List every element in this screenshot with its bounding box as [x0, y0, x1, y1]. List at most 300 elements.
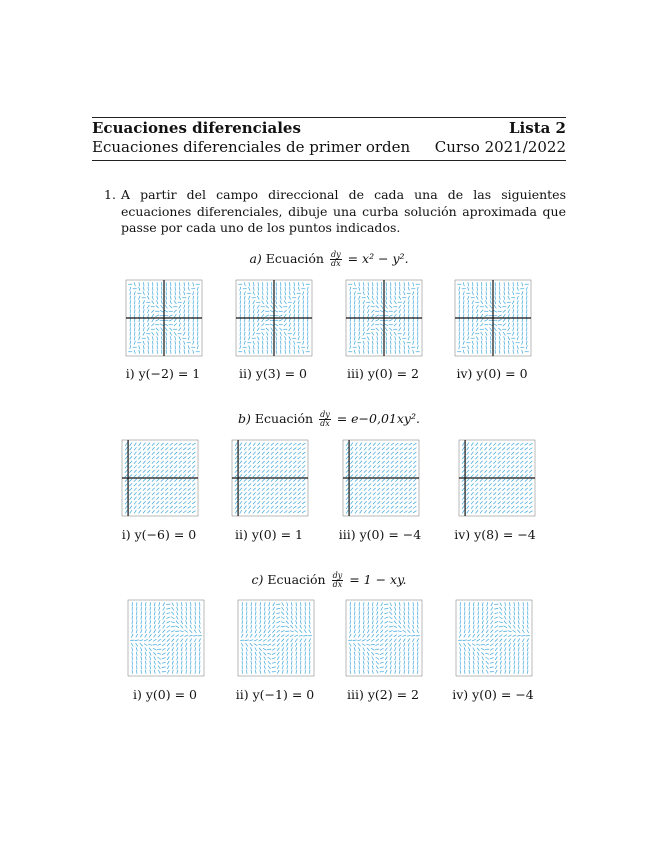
slope-segment — [478, 625, 479, 629]
slope-segment — [129, 474, 132, 477]
slope-segment — [264, 670, 265, 674]
slope-segment — [188, 345, 189, 349]
slope-segment — [143, 474, 146, 477]
slope-segment — [153, 648, 156, 650]
slope-segment — [242, 620, 243, 624]
slope-segment — [372, 607, 373, 611]
slope-segment — [386, 506, 389, 509]
slope-segment — [280, 465, 283, 468]
slope-segment — [476, 296, 478, 300]
slope-segment — [368, 287, 369, 291]
slope-segment — [165, 506, 168, 509]
direction-field-plot — [234, 598, 316, 680]
slope-segment — [235, 456, 238, 459]
slope-segment — [350, 647, 351, 651]
slope-segment — [244, 492, 247, 495]
slope-segment — [363, 327, 364, 331]
slope-segment — [156, 483, 159, 486]
slope-segment — [248, 461, 251, 464]
slope-segment — [412, 639, 414, 643]
slope-segment — [523, 643, 524, 647]
slope-segment — [486, 634, 489, 637]
slope-segment — [255, 629, 256, 633]
slope-segment — [525, 448, 528, 450]
slope-segment — [507, 497, 510, 500]
slope-segment — [235, 510, 237, 513]
slope-segment — [169, 305, 172, 308]
slope-segment — [289, 318, 290, 322]
slope-segment — [273, 621, 275, 624]
slope-segment — [151, 323, 154, 326]
slope-segment — [525, 488, 528, 491]
slope-segment — [489, 501, 492, 504]
slope-segment — [390, 665, 391, 669]
slope-segment — [148, 644, 152, 645]
document-title: Ecuaciones diferenciales — [92, 119, 301, 137]
slope-segment — [183, 443, 186, 445]
slope-segment — [395, 452, 398, 455]
slope-segment — [289, 461, 292, 464]
slope-segment — [498, 456, 501, 459]
slope-segment — [181, 647, 182, 651]
slope-segment — [527, 643, 528, 647]
slope-segment — [516, 479, 519, 482]
slope-segment — [253, 497, 256, 500]
slope-segment — [354, 300, 355, 304]
slope-segment — [147, 479, 150, 482]
slope-segment — [480, 461, 483, 464]
slope-segment — [475, 456, 478, 459]
slope-segment — [262, 336, 263, 340]
slope-segment — [364, 452, 367, 455]
section-c-label: c) — [251, 572, 264, 587]
slope-segment — [262, 296, 263, 300]
course-year: Curso 2021/2022 — [434, 138, 566, 156]
slope-segment — [141, 661, 142, 665]
slope-segment — [289, 309, 290, 313]
slope-segment — [477, 291, 478, 295]
slope-segment — [125, 501, 127, 504]
slope-segment — [404, 291, 405, 295]
slope-segment — [280, 483, 283, 486]
slope-segment — [368, 479, 371, 482]
slope-segment — [355, 492, 358, 495]
slope-segment — [271, 492, 274, 495]
slope-segment — [368, 510, 371, 513]
slope-segment — [529, 479, 532, 482]
slope-segment — [459, 634, 461, 638]
slope-segment — [309, 647, 310, 651]
slope-segment — [462, 452, 464, 455]
slope-segment — [478, 620, 479, 624]
slope-segment — [363, 616, 364, 620]
slope-segment — [271, 461, 274, 464]
slope-segment — [172, 603, 174, 607]
slope-segment — [523, 625, 524, 629]
slope-segment — [417, 620, 418, 624]
slope-segment — [363, 314, 364, 318]
slope-segment — [179, 461, 182, 464]
slope-segment — [480, 497, 483, 500]
slope-segment — [161, 479, 164, 482]
slope-segment — [359, 461, 362, 464]
slope-segment — [192, 461, 195, 464]
slope-segment — [394, 635, 397, 637]
slope-segment — [391, 470, 394, 473]
slope-segment — [161, 501, 164, 504]
slope-segment — [500, 647, 502, 651]
slope-segment — [377, 506, 380, 509]
slope-segment — [359, 309, 360, 313]
slope-segment — [244, 341, 245, 345]
slope-segment — [475, 470, 478, 473]
slope-segment — [381, 328, 383, 331]
slope-segment — [282, 670, 283, 674]
slope-segment — [279, 315, 283, 317]
direction-field-plot — [452, 598, 534, 680]
slope-segment — [294, 318, 295, 322]
slope-segment — [486, 300, 487, 304]
slope-segment — [359, 620, 360, 624]
slope-segment — [253, 465, 256, 468]
slope-segment — [184, 309, 185, 313]
slope-segment — [195, 620, 196, 624]
slope-segment — [408, 336, 409, 340]
slope-segment — [179, 336, 181, 340]
slope-segment — [504, 611, 506, 615]
slope-segment — [154, 657, 156, 661]
slope-segment — [367, 328, 369, 331]
slope-segment — [302, 474, 305, 477]
slope-segment — [502, 461, 505, 464]
slope-segment — [160, 310, 164, 312]
slope-segment — [498, 474, 501, 477]
slope-segment — [520, 501, 523, 504]
slope-segment — [275, 501, 278, 504]
slope-segment — [372, 625, 373, 629]
slope-segment — [495, 652, 497, 655]
slope-segment — [389, 305, 392, 308]
slope-segment — [363, 611, 364, 615]
slope-segment — [364, 456, 367, 459]
slope-segment — [513, 291, 514, 295]
slope-segment — [481, 336, 482, 340]
slope-segment — [499, 296, 500, 300]
caption-c-4: iv) y(0) = −4 — [452, 687, 534, 702]
slope-segment — [271, 336, 272, 340]
slope-segment — [143, 305, 144, 309]
slope-segment — [266, 501, 269, 504]
slope-segment — [262, 456, 265, 459]
slope-segment — [139, 510, 141, 513]
slope-segment — [145, 656, 146, 660]
slope-segment — [170, 336, 171, 340]
slope-segment — [372, 657, 374, 661]
slope-segment — [500, 603, 502, 607]
slope-segment — [377, 470, 380, 473]
slope-segment — [480, 456, 483, 459]
slope-segment — [380, 634, 383, 637]
slope-segment — [298, 492, 301, 495]
slope-segment — [476, 510, 478, 513]
slope-segment — [138, 479, 141, 482]
slope-segment — [295, 630, 298, 632]
slope-segment — [240, 510, 242, 513]
slope-segment — [484, 319, 488, 321]
slope-segment — [386, 291, 387, 295]
slope-segment — [413, 465, 416, 468]
slope-segment — [255, 661, 256, 665]
slope-segment — [140, 647, 142, 651]
slope-segment — [468, 318, 469, 322]
slope-segment — [467, 443, 469, 446]
slope-segment — [395, 488, 398, 491]
slope-segment — [362, 644, 365, 646]
slope-segment — [280, 492, 283, 495]
slope-segment — [516, 497, 519, 500]
slope-segment — [280, 456, 283, 459]
slope-segment — [302, 461, 305, 464]
slope-segment — [512, 332, 514, 336]
slope-segment — [286, 635, 289, 637]
slope-segment — [527, 620, 528, 624]
slope-segment — [493, 443, 496, 446]
slope-segment — [367, 629, 369, 633]
slope-segment — [271, 465, 274, 468]
slope-segment — [373, 474, 376, 477]
slope-segment — [190, 647, 191, 651]
slope-segment — [408, 287, 409, 291]
slope-segment — [193, 282, 194, 286]
slope-segment — [394, 319, 396, 322]
slope-segment — [464, 620, 465, 624]
slope-segment — [282, 656, 283, 660]
slope-segment — [147, 328, 149, 331]
slope-segment — [475, 488, 478, 491]
slope-segment — [152, 501, 155, 504]
slope-segment — [131, 634, 133, 638]
slope-segment — [272, 667, 276, 668]
slope-segment — [495, 648, 497, 651]
slope-segment — [251, 661, 252, 665]
slope-segment — [264, 629, 266, 633]
slope-segment — [372, 616, 373, 620]
slope-segment — [188, 465, 191, 468]
slope-segment — [138, 474, 141, 477]
slope-segment — [179, 341, 180, 345]
slope-segment — [481, 319, 483, 322]
slope-segment — [372, 314, 374, 317]
slope-segment — [371, 652, 374, 655]
slope-segment — [179, 474, 182, 477]
slope-segment — [274, 324, 278, 326]
slope-segment — [179, 492, 182, 495]
slope-segment — [500, 665, 501, 669]
slope-segment — [367, 296, 369, 300]
slope-segment — [294, 345, 295, 349]
slope-segment — [368, 670, 369, 674]
slope-segment — [399, 296, 401, 300]
slope-segment — [463, 336, 464, 340]
slope-segment — [382, 506, 385, 509]
slope-segment — [509, 607, 510, 611]
slope-segment — [239, 470, 242, 473]
slope-segment — [508, 309, 509, 313]
slope-segment — [363, 318, 364, 322]
slope-segment — [309, 620, 310, 624]
slope-segment — [368, 456, 371, 459]
slope-segment — [244, 296, 245, 300]
slope-segment — [472, 332, 474, 336]
slope-segment — [400, 443, 403, 445]
slope-segment — [298, 470, 301, 473]
slope-segment — [179, 501, 182, 504]
slope-segment — [473, 648, 475, 652]
slope-segment — [507, 479, 510, 482]
slope-segment — [246, 634, 248, 638]
slope-segment — [134, 461, 137, 464]
slope-segment — [300, 639, 302, 642]
slope-segment — [463, 296, 464, 300]
slope-segment — [390, 296, 391, 300]
slope-segment — [480, 465, 483, 468]
slope-segment — [480, 470, 483, 473]
slope-segment — [412, 630, 414, 633]
slope-segment — [244, 479, 247, 482]
slope-segment — [192, 492, 195, 495]
slope-segment — [174, 474, 177, 477]
slope-segment — [188, 309, 189, 313]
slope-segment — [516, 465, 519, 468]
slope-segment — [486, 341, 487, 345]
slope-segment — [517, 350, 518, 354]
slope-segment — [350, 497, 353, 500]
slope-segment — [413, 497, 416, 500]
slope-segment — [489, 483, 492, 486]
slope-segment — [509, 639, 511, 642]
slope-segment — [529, 461, 532, 464]
slope-segment — [400, 461, 403, 464]
slope-segment — [382, 488, 385, 491]
slope-segment — [364, 443, 366, 446]
slope-segment — [511, 470, 514, 473]
slope-segment — [260, 611, 261, 615]
slope-segment — [376, 666, 378, 669]
slope-segment — [409, 488, 412, 491]
slope-segment — [302, 452, 305, 454]
slope-segment — [166, 296, 167, 300]
slope-segment — [507, 456, 510, 459]
slope-segment — [280, 291, 281, 295]
slope-segment — [147, 305, 149, 308]
slope-segment — [268, 639, 271, 642]
slope-segment — [359, 470, 362, 473]
slope-segment — [478, 661, 479, 665]
slope-segment — [481, 639, 484, 641]
slope-segment — [165, 443, 168, 446]
slope-segment — [262, 497, 265, 500]
slope-segment — [275, 452, 278, 455]
slope-segment — [522, 630, 524, 633]
slope-segment — [498, 492, 501, 495]
slope-segment — [403, 639, 405, 642]
slope-segment — [500, 652, 502, 656]
slope-segment — [480, 452, 483, 455]
slope-segment — [350, 465, 353, 468]
slope-segment — [132, 625, 133, 629]
slope-segment — [145, 665, 146, 669]
slope-segment — [262, 470, 265, 473]
slope-segment — [258, 323, 259, 327]
slope-segment — [176, 639, 178, 642]
slope-segment — [484, 452, 487, 455]
slope-segment — [289, 465, 292, 468]
slope-segment — [467, 510, 469, 513]
slope-segment — [239, 465, 242, 468]
slope-segment — [246, 625, 247, 629]
slope-segment — [377, 456, 380, 459]
slope-segment — [471, 501, 474, 504]
slope-segment — [462, 456, 465, 459]
slope-segment — [134, 341, 135, 345]
slope-segment — [363, 665, 364, 669]
caption-b-3: iii) y(0) = −4 — [338, 527, 422, 542]
slope-segment — [170, 488, 173, 491]
slope-segment — [462, 461, 465, 464]
slope-segment — [145, 611, 146, 615]
slope-segment — [261, 310, 264, 313]
slope-segment — [130, 447, 132, 450]
slope-segment — [498, 470, 501, 473]
slope-segment — [280, 300, 281, 304]
slope-segment — [188, 474, 191, 477]
slope-segment — [509, 647, 510, 651]
slope-segment — [358, 647, 360, 651]
slope-segment — [389, 622, 393, 623]
slope-field-svg — [232, 278, 314, 360]
slope-segment — [280, 501, 283, 504]
slope-segment — [346, 506, 348, 509]
slope-segment — [484, 465, 487, 468]
slope-segment — [490, 332, 491, 336]
slope-segment — [181, 620, 183, 624]
slope-segment — [174, 501, 177, 504]
slope-segment — [271, 305, 273, 308]
slope-segment — [386, 483, 389, 486]
slope-segment — [287, 652, 288, 656]
slope-segment — [268, 630, 270, 633]
slope-segment — [505, 670, 506, 674]
slope-segment — [467, 447, 469, 450]
slope-segment — [351, 506, 353, 509]
slope-segment — [129, 465, 132, 468]
slope-segment — [293, 474, 296, 477]
slope-segment — [368, 607, 369, 611]
slope-segment — [257, 470, 260, 473]
slope-segment — [386, 465, 389, 468]
slope-segment — [484, 497, 487, 500]
slope-segment — [489, 310, 493, 312]
slope-segment — [284, 456, 287, 459]
slope-segment — [134, 452, 137, 455]
slope-segment — [180, 631, 184, 632]
slope-segment — [404, 341, 405, 345]
slope-segment — [355, 483, 358, 486]
slope-segment — [490, 634, 493, 637]
slope-segment — [284, 461, 287, 464]
slope-segment — [125, 497, 128, 500]
slope-segment — [408, 652, 409, 656]
